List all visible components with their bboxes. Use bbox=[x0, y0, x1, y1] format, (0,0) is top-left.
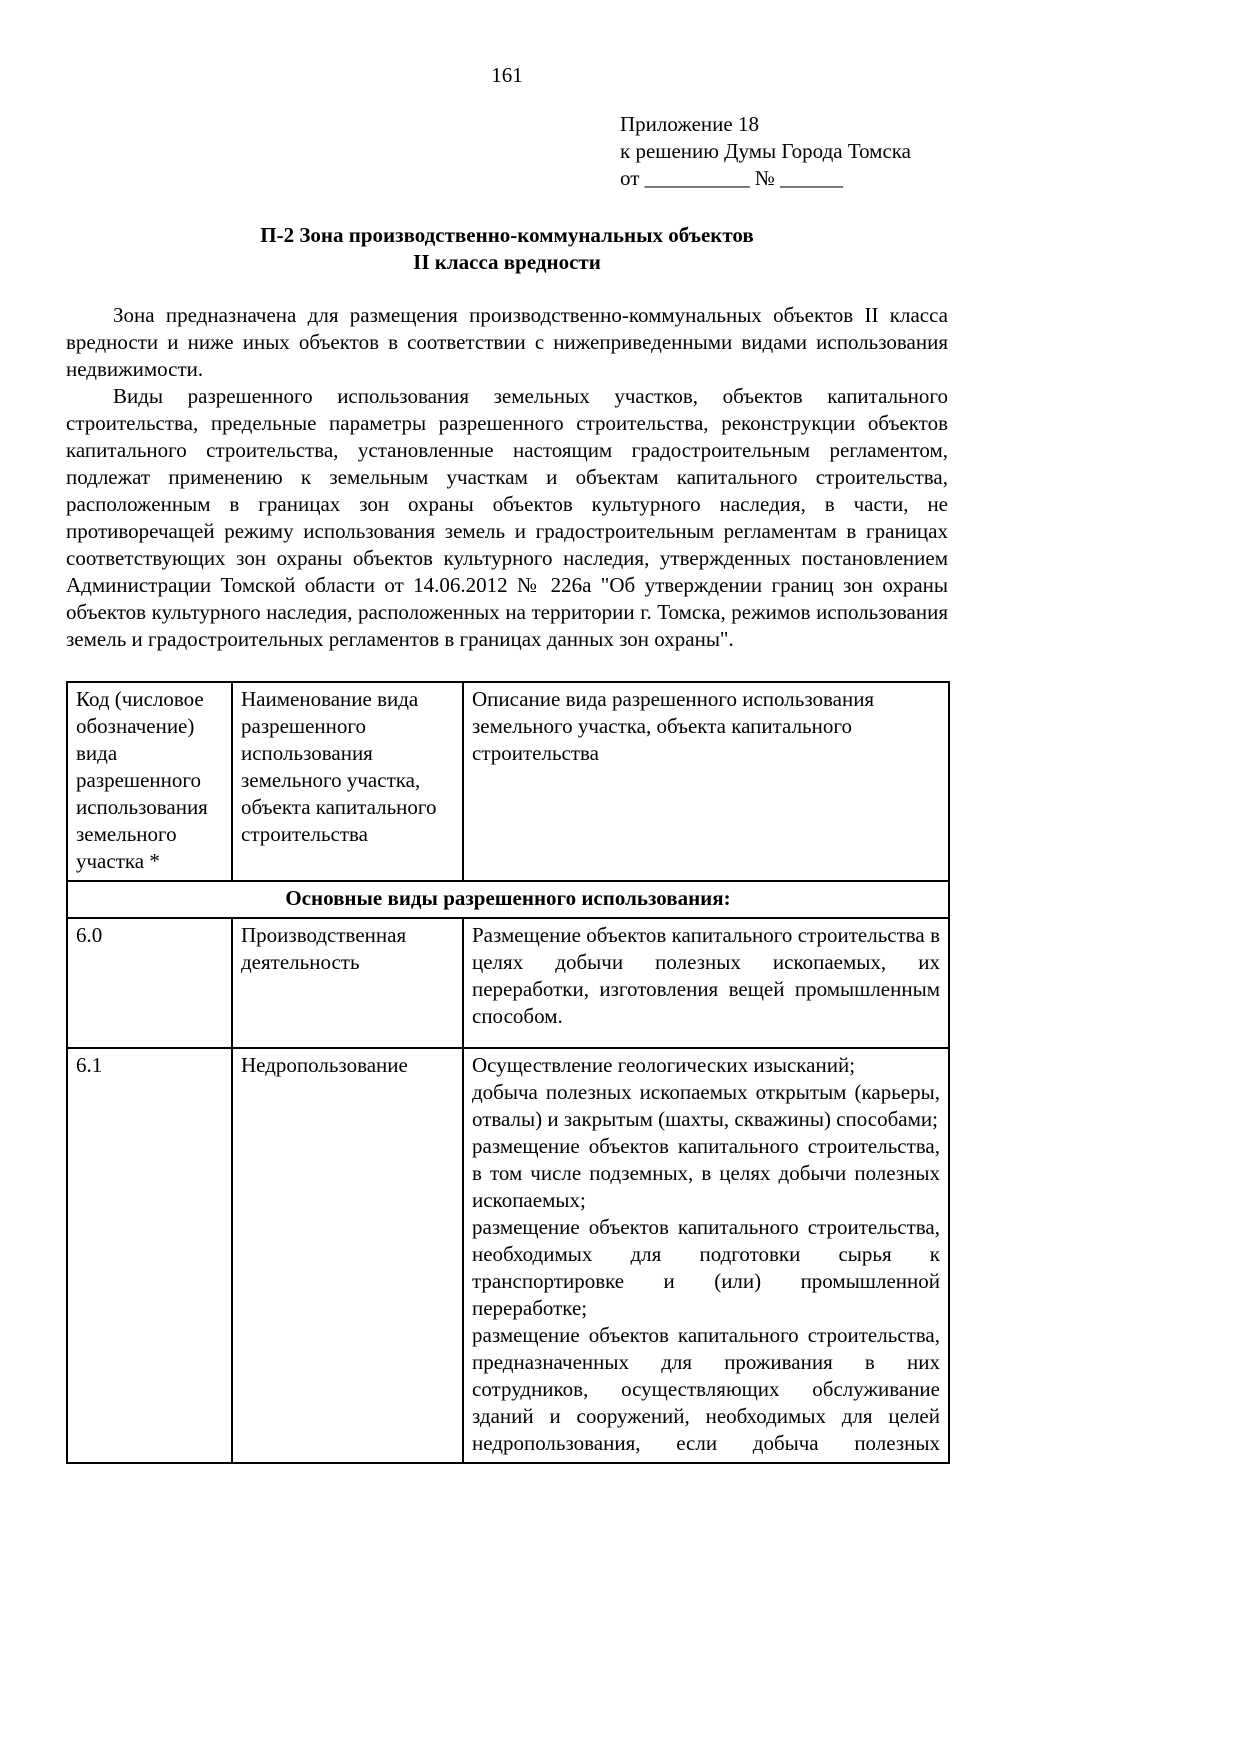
title-line-2: II класса вредности bbox=[413, 250, 601, 274]
intro-paragraph: Зона предназначена для размещения производственно-коммунальных объектов II класса вредности и ниже иных объектов в соответствии с нижеприведенными видами использования недвижимости. bbox=[66, 303, 948, 381]
cell-description: Размещение объектов капитального строительства в целях добычи полезных ископаемых, их переработки, изготовления вещей промышленным способом. bbox=[463, 918, 949, 1048]
description-clause: Осуществление геологических изысканий; bbox=[472, 1053, 856, 1077]
title-line-1: П-2 Зона производственно-коммунальных объектов bbox=[260, 223, 754, 247]
description-clause: размещение объектов капитального строительства, в том числе подземных, в целях добычи полезных ископаемых; bbox=[472, 1134, 940, 1212]
description-clause: добыча полезных ископаемых открытым (карьеры, отвалы) и закрытым (шахты, скважины) способами; bbox=[472, 1080, 940, 1131]
appendix-block bbox=[620, 111, 948, 192]
appendix-line-1: Приложение 18 bbox=[620, 112, 759, 136]
land-use-table bbox=[66, 681, 950, 1464]
cell-name: Недропользование bbox=[232, 1048, 463, 1463]
cell-code: 6.0 bbox=[67, 918, 232, 1048]
description-clause: размещение объектов капитального строительства, предназначенных для проживания в них сотрудников, осуществляющих обслуживание зданий и сооружений, необходимых для целей недропользования, если добыча полезных bbox=[472, 1323, 940, 1455]
cell-name: Производственная деятельность bbox=[232, 918, 463, 1048]
document-title bbox=[66, 222, 948, 276]
header-cell-description: Описание вида разрешенного использования земельного участка, объекта капитального строительства bbox=[463, 682, 949, 881]
description-clause: размещение объектов капитального строительства, необходимых для подготовки сырья к транспортировке и (или) промышленной переработке; bbox=[472, 1215, 940, 1320]
appendix-line-3: от __________ № ______ bbox=[620, 166, 844, 190]
table-row-6-0 bbox=[67, 918, 949, 1048]
section-header-cell: Основные виды разрешенного использования: bbox=[67, 881, 949, 918]
table-row-6-1 bbox=[67, 1048, 949, 1463]
cell-description bbox=[463, 1048, 949, 1463]
cell-code: 6.1 bbox=[67, 1048, 232, 1463]
appendix-line-2: к решению Думы Города Томска bbox=[620, 139, 911, 163]
table-header-row bbox=[67, 682, 949, 881]
header-cell-name: Наименование вида разрешенного использования земельного участка, объекта капитального строительства bbox=[232, 682, 463, 881]
section-header-row bbox=[67, 881, 949, 918]
header-cell-code: Код (числовое обозначение) вида разрешенного использования земельного участка * bbox=[67, 682, 232, 881]
regulation-paragraph: Виды разрешенного использования земельных участков, объектов капитального строительства, предельные параметры разрешенного строительства, реконструкции объектов капитального строительства, установленные настоящим градостроительным регламентом, подлежат применению к земельным участкам и объектам капитального строительства, расположенным в границах зон охраны объектов культурного наследия, в части, не противоречащей режиму использования земель и градостроительным регламентам в границах соответствующих зон охраны объектов культурного наследия, утвержденных постановлением Администрации Томской области от 14.06.2012 № 226а "Об утверждении границ зон охраны объектов культурного наследия, расположенных на территории г. Томска, режимов использования земель и градостроительных регламентов в границах данных зон охраны". bbox=[66, 384, 948, 651]
page-number: 161 bbox=[491, 63, 523, 87]
